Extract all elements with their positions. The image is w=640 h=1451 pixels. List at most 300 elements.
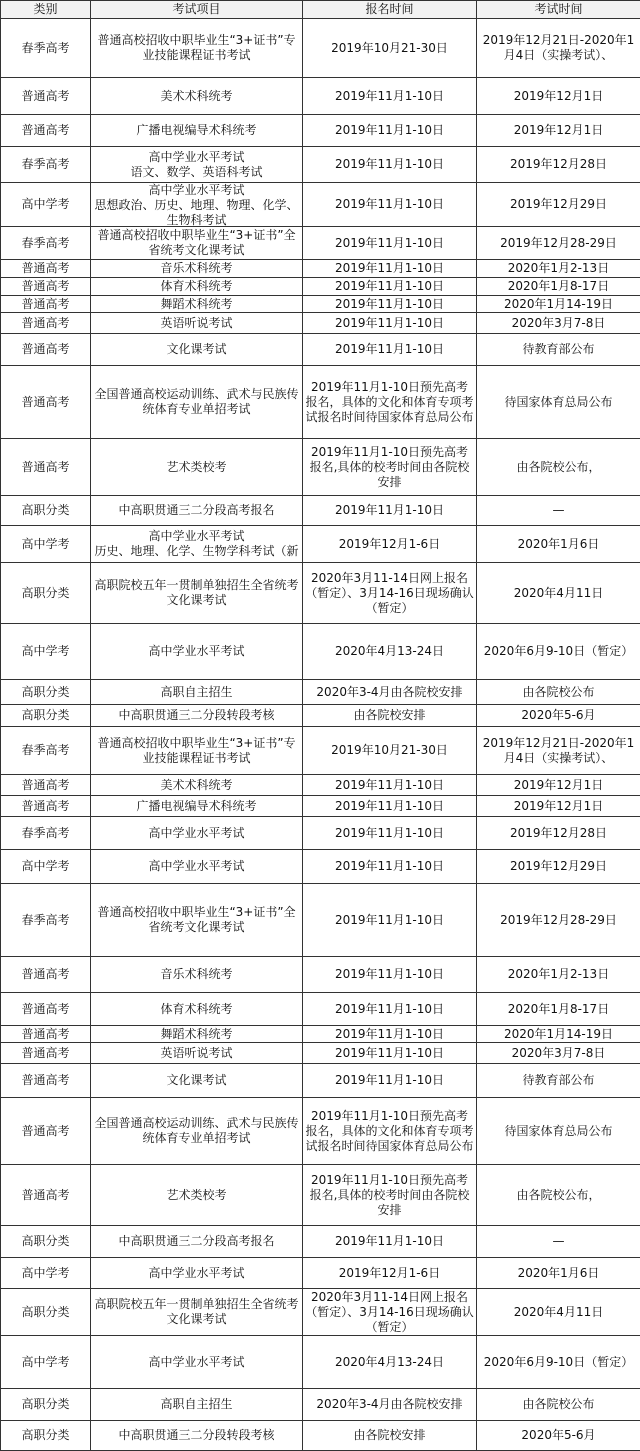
cell-register-time [303,260,477,278]
cell-category [1,147,91,183]
cell-item-text: 高中学业水平考试 思想政治、历史、地理、物理、化学、生物科考试 [93,183,300,226]
cell-category [1,1165,91,1226]
cell-item-text: 文化课考试 [93,342,300,357]
cell-category-text: 高中学考 [3,537,88,552]
cell-register-time-text: 2020年4月13-24日 [305,1355,474,1370]
cell-register-time [303,796,477,817]
table-row [1,1226,640,1258]
cell-item [91,313,303,334]
cell-register-time [303,957,477,993]
cell-register-time-text: 2019年12月1-6日 [305,537,474,552]
table-row [1,19,640,78]
cell-category-text: 高职分类 [3,708,88,723]
table-row [1,775,640,796]
cell-exam-time-text: 2020年1月14-19日 [479,1027,638,1042]
cell-exam-time-text: 待教育部公布 [479,342,638,357]
cell-item [91,1043,303,1064]
cell-exam-time [477,147,640,183]
cell-exam-time-text: 2019年12月28-29日 [479,913,638,928]
cell-register-time-text: 2019年11月1-10日 [305,913,474,928]
cell-register-time-text: 2019年11月1-10日 [305,967,474,982]
table-row [1,1289,640,1336]
header-register-time: 报名时间 [303,1,477,19]
cell-exam-time [477,563,640,624]
table-row [1,884,640,957]
cell-item-text: 广播电视编导术科统考 [93,123,300,138]
cell-category [1,115,91,147]
cell-category-text: 普通高考 [3,316,88,331]
cell-item-text: 高职自主招生 [93,1397,300,1412]
cell-exam-time-text: 2020年1月2-13日 [479,261,638,276]
cell-register-time-text: 2019年11月1-10日 [305,297,474,312]
cell-item-text: 音乐术科统考 [93,967,300,982]
cell-item-text: 中高职贯通三二分段转段考核 [93,708,300,723]
cell-category-text: 普通高考 [3,123,88,138]
cell-register-time-text: 2020年3月11-14日网上报名（暂定）、3月14-16日现场确认（暂定） [305,1290,474,1335]
cell-category-text: 高职分类 [3,1428,88,1443]
cell-exam-time-text: 2020年1月8-17日 [479,1002,638,1017]
cell-category [1,993,91,1026]
cell-exam-time [477,1043,640,1064]
cell-exam-time-text: 2020年1月2-13日 [479,967,638,982]
cell-register-time-text: 2019年11月1-10日 [305,1002,474,1017]
cell-item [91,796,303,817]
cell-category [1,705,91,727]
cell-item [91,227,303,260]
cell-exam-time-text: 2019年12月29日 [479,197,638,212]
cell-category [1,1226,91,1258]
cell-exam-time [477,260,640,278]
cell-item [91,1289,303,1336]
cell-exam-time [477,884,640,957]
cell-exam-time-text: 2019年12月1日 [479,89,638,104]
cell-item [91,775,303,796]
cell-category-text: 春季高考 [3,743,88,758]
cell-item-text: 中高职贯通三二分段高考报名 [93,503,300,518]
cell-category [1,1098,91,1165]
cell-register-time-text: 2020年4月13-24日 [305,644,474,659]
cell-item [91,19,303,78]
cell-item-text: 高中学业水平考试 历史、地理、化学、生物学科考试（新 [93,529,300,559]
cell-register-time [303,850,477,884]
cell-item [91,884,303,957]
cell-exam-time [477,850,640,884]
cell-category [1,278,91,296]
cell-exam-time-text: 由各院校公布， [479,1188,638,1203]
cell-register-time-text: 由各院校安排 [305,1428,474,1443]
cell-register-time [303,278,477,296]
cell-register-time [303,366,477,439]
cell-item-text: 普通高校招收中职毕业生“3+证书”专业技能课程证书考试 [93,33,300,63]
cell-register-time [303,1389,477,1421]
cell-item [91,1421,303,1451]
cell-item [91,624,303,680]
cell-item [91,993,303,1026]
table-row [1,296,640,313]
table-row [1,1389,640,1421]
cell-item [91,705,303,727]
cell-exam-time [477,19,640,78]
cell-category-text: 普通高考 [3,799,88,814]
cell-register-time [303,296,477,313]
cell-item [91,496,303,526]
cell-category-text: 普通高考 [3,342,88,357]
cell-category [1,296,91,313]
table-row [1,278,640,296]
cell-register-time-text: 2019年11月1-10日预先高考报名，具体的文化和体育专项考试报名时间待国家体育总局公布 [305,1109,474,1154]
table-row [1,705,640,727]
cell-exam-time-text: — [479,1234,638,1249]
table-row [1,496,640,526]
table-row [1,1421,640,1451]
cell-exam-time [477,727,640,775]
cell-exam-time-text: 2020年4月11日 [479,1305,638,1320]
cell-register-time-text: 2019年11月1-10日预先高考报名,具体的校考时间由各院校安排 [305,1173,474,1218]
cell-exam-time [477,278,640,296]
cell-exam-time-text: 2019年12月28-29日 [479,236,638,251]
cell-item [91,1165,303,1226]
table-row [1,183,640,227]
cell-category [1,563,91,624]
cell-item [91,183,303,227]
cell-category-text: 春季高考 [3,236,88,251]
cell-item [91,260,303,278]
cell-category [1,19,91,78]
cell-category-text: 高职分类 [3,1234,88,1249]
cell-register-time [303,563,477,624]
cell-category [1,183,91,227]
cell-item-text: 高中学业水平考试 [93,826,300,841]
cell-category-text: 高职分类 [3,1397,88,1412]
table-row [1,1098,640,1165]
cell-exam-time [477,796,640,817]
cell-exam-time-text: 2020年3月7-8日 [479,1046,638,1061]
cell-exam-time [477,1336,640,1389]
cell-register-time [303,1336,477,1389]
cell-category-text: 春季高考 [3,826,88,841]
cell-category [1,624,91,680]
cell-item [91,78,303,115]
cell-exam-time-text: 2020年1月6日 [479,1266,638,1281]
table-row [1,624,640,680]
table-row [1,1026,640,1043]
cell-category [1,439,91,496]
cell-exam-time-text: 2020年5-6月 [479,708,638,723]
table-row [1,1258,640,1289]
cell-register-time-text: 2019年11月1-10日 [305,826,474,841]
cell-exam-time-text: 由各院校公布 [479,1397,638,1412]
cell-category-text: 普通高考 [3,1124,88,1139]
table-row [1,227,640,260]
cell-exam-time [477,775,640,796]
cell-item [91,366,303,439]
cell-item [91,439,303,496]
cell-item [91,563,303,624]
cell-register-time [303,624,477,680]
cell-exam-time-text: 由各院校公布， [479,460,638,475]
cell-category [1,796,91,817]
cell-exam-time-text: 待国家体育总局公布 [479,395,638,410]
cell-exam-time [477,1098,640,1165]
cell-category [1,884,91,957]
cell-item [91,850,303,884]
cell-exam-time [477,296,640,313]
cell-item-text: 全国普通高校运动训练、武术与民族传统体育专业单招考试 [93,1116,300,1146]
cell-category-text: 春季高考 [3,41,88,56]
cell-register-time-text: 2019年11月1-10日 [305,197,474,212]
table-row [1,817,640,850]
cell-exam-time [477,1389,640,1421]
cell-exam-time-text: 待国家体育总局公布 [479,1124,638,1139]
cell-register-time [303,727,477,775]
cell-category-text: 普通高考 [3,89,88,104]
cell-register-time-text: 2020年3-4月由各院校安排 [305,685,474,700]
cell-register-time [303,227,477,260]
cell-register-time-text: 2020年3月11-14日网上报名（暂定）、3月14-16日现场确认（暂定） [305,571,474,616]
cell-item [91,1026,303,1043]
cell-item [91,680,303,705]
cell-register-time-text: 2019年11月1-10日 [305,859,474,874]
cell-category-text: 高中学考 [3,644,88,659]
cell-category [1,1421,91,1451]
cell-item [91,1336,303,1389]
cell-register-time [303,1421,477,1451]
cell-item-text: 广播电视编导术科统考 [93,799,300,814]
cell-category [1,850,91,884]
cell-exam-time [477,526,640,563]
cell-register-time [303,19,477,78]
cell-category-text: 普通高考 [3,967,88,982]
cell-category-text: 高中学考 [3,197,88,212]
table-row [1,1043,640,1064]
cell-exam-time-text: 2020年5-6月 [479,1428,638,1443]
table-row [1,993,640,1026]
cell-register-time [303,1098,477,1165]
cell-register-time-text: 2019年12月1-6日 [305,1266,474,1281]
cell-register-time [303,884,477,957]
table-row [1,115,640,147]
table-row [1,78,640,115]
cell-category [1,1064,91,1098]
cell-category [1,78,91,115]
cell-register-time [303,526,477,563]
cell-item-text: 普通高校招收中职毕业生“3+证书”专业技能课程证书考试 [93,736,300,766]
cell-exam-time [477,366,640,439]
cell-register-time-text: 2019年11月1-10日 [305,1027,474,1042]
cell-item [91,147,303,183]
cell-item [91,278,303,296]
table-row [1,727,640,775]
cell-item-text: 舞蹈术科统考 [93,297,300,312]
table-row [1,957,640,993]
header-item: 考试项目 [91,1,303,19]
cell-item-text: 舞蹈术科统考 [93,1027,300,1042]
cell-category-text: 高中学考 [3,1266,88,1281]
table-row [1,1064,640,1098]
table-row [1,366,640,439]
table-row [1,334,640,366]
cell-item-text: 高中学业水平考试 [93,1266,300,1281]
cell-item [91,1258,303,1289]
cell-item-text: 文化课考试 [93,1073,300,1088]
cell-item [91,1389,303,1421]
cell-category-text: 春季高考 [3,157,88,172]
cell-item-text: 中高职贯通三二分段转段考核 [93,1428,300,1443]
cell-register-time-text: 2019年11月1-10日 [305,1073,474,1088]
cell-category [1,817,91,850]
cell-register-time [303,1165,477,1226]
cell-register-time [303,1289,477,1336]
cell-register-time-text: 2019年11月1-10日预先高考报名,具体的校考时间由各院校安排 [305,445,474,490]
cell-category [1,260,91,278]
cell-category-text: 普通高考 [3,395,88,410]
cell-register-time [303,680,477,705]
cell-register-time-text: 2019年11月1-10日 [305,123,474,138]
cell-register-time [303,1043,477,1064]
cell-register-time-text: 2019年11月1-10日 [305,89,474,104]
cell-item [91,817,303,850]
cell-category-text: 普通高考 [3,297,88,312]
cell-exam-time [477,1226,640,1258]
cell-category-text: 普通高考 [3,1073,88,1088]
cell-item [91,727,303,775]
cell-exam-time [477,183,640,227]
header-category: 类别 [1,1,91,19]
cell-register-time [303,496,477,526]
cell-item-text: 高职院校五年一贯制单独招生全省统考文化课考试 [93,1297,300,1327]
cell-register-time-text: 2020年3-4月由各院校安排 [305,1397,474,1412]
cell-exam-time [477,115,640,147]
cell-exam-time [477,817,640,850]
cell-register-time [303,817,477,850]
cell-exam-time-text: 2019年12月21日-2020年1月4日（实操考试）、 [479,33,638,63]
cell-category-text: 普通高考 [3,1046,88,1061]
cell-category [1,1043,91,1064]
cell-exam-time [477,624,640,680]
cell-item [91,115,303,147]
cell-register-time [303,775,477,796]
cell-exam-time [477,496,640,526]
cell-exam-time-text: 2019年12月28日 [479,826,638,841]
cell-exam-time [477,705,640,727]
cell-item-text: 全国普通高校运动训练、武术与民族传统体育专业单招考试 [93,387,300,417]
cell-exam-time [477,1289,640,1336]
cell-category-text: 高职分类 [3,685,88,700]
cell-register-time [303,334,477,366]
cell-category [1,1258,91,1289]
cell-category-text: 普通高考 [3,279,88,294]
cell-category-text: 普通高考 [3,1027,88,1042]
cell-exam-time-text: 2020年6月9-10日（暂定） [479,644,638,659]
cell-exam-time [477,1026,640,1043]
cell-exam-time-text: 2019年12月1日 [479,123,638,138]
cell-register-time-text: 2019年11月1-10日 [305,279,474,294]
cell-exam-time [477,227,640,260]
cell-item-text: 高职自主招生 [93,685,300,700]
cell-register-time-text: 2019年11月1-10日 [305,1234,474,1249]
cell-register-time-text: 2019年11月1-10日 [305,316,474,331]
cell-register-time [303,705,477,727]
cell-category-text: 普通高考 [3,1002,88,1017]
cell-category [1,957,91,993]
cell-item-text: 体育术科统考 [93,1002,300,1017]
cell-exam-time-text: 2020年6月9-10日（暂定） [479,1355,638,1370]
cell-category [1,334,91,366]
cell-register-time [303,183,477,227]
cell-item-text: 高中学业水平考试 语文、数学、英语科考试 [93,150,300,180]
cell-register-time [303,115,477,147]
cell-item-text: 高职院校五年一贯制单独招生全省统考文化课考试 [93,578,300,608]
cell-register-time-text: 2019年11月1-10日 [305,778,474,793]
cell-exam-time-text: 2019年12月29日 [479,859,638,874]
cell-exam-time [477,1258,640,1289]
cell-exam-time-text: 2020年1月8-17日 [479,279,638,294]
cell-register-time-text: 2019年10月21-30日 [305,41,474,56]
cell-category [1,313,91,334]
cell-register-time-text: 2019年11月1-10日预先高考报名，具体的文化和体育专项考试报名时间待国家体育总局公布 [305,380,474,425]
cell-item-text: 美术术科统考 [93,89,300,104]
cell-category [1,227,91,260]
cell-exam-time-text: 2019年12月1日 [479,778,638,793]
cell-register-time [303,1064,477,1098]
table-body [1,19,640,1451]
cell-exam-time [477,1165,640,1226]
cell-category [1,1336,91,1389]
table-row [1,313,640,334]
cell-exam-time-text: 待教育部公布 [479,1073,638,1088]
cell-category-text: 高职分类 [3,503,88,518]
cell-item-text: 高中学业水平考试 [93,644,300,659]
cell-register-time [303,1258,477,1289]
cell-category-text: 高职分类 [3,586,88,601]
table-row [1,1336,640,1389]
cell-category-text: 普通高考 [3,1188,88,1203]
cell-register-time-text: 2019年11月1-10日 [305,342,474,357]
cell-exam-time-text: 2020年1月6日 [479,537,638,552]
cell-register-time-text: 2019年11月1-10日 [305,1046,474,1061]
cell-category-text: 普通高考 [3,460,88,475]
cell-item-text: 英语听说考试 [93,1046,300,1061]
cell-register-time-text: 由各院校安排 [305,708,474,723]
cell-register-time [303,1226,477,1258]
cell-item-text: 艺术类校考 [93,1188,300,1203]
cell-item-text: 音乐术科统考 [93,261,300,276]
table-row [1,850,640,884]
cell-item [91,1226,303,1258]
cell-register-time-text: 2019年10月21-30日 [305,743,474,758]
cell-item [91,334,303,366]
cell-exam-time [477,1421,640,1451]
cell-exam-time [477,993,640,1026]
cell-category [1,1026,91,1043]
cell-register-time [303,993,477,1026]
cell-category-text: 高中学考 [3,1355,88,1370]
cell-register-time-text: 2019年11月1-10日 [305,503,474,518]
cell-category [1,727,91,775]
cell-category [1,526,91,563]
cell-exam-time-text: 由各院校公布 [479,685,638,700]
cell-register-time [303,78,477,115]
cell-item-text: 普通高校招收中职毕业生“3+证书”全省统考文化课考试 [93,228,300,258]
table-row [1,526,640,563]
cell-category [1,496,91,526]
cell-exam-time [477,334,640,366]
cell-item-text: 英语听说考试 [93,316,300,331]
header-row [1,1,640,19]
cell-category-text: 高职分类 [3,1305,88,1320]
cell-category-text: 普通高考 [3,778,88,793]
cell-register-time-text: 2019年11月1-10日 [305,157,474,172]
